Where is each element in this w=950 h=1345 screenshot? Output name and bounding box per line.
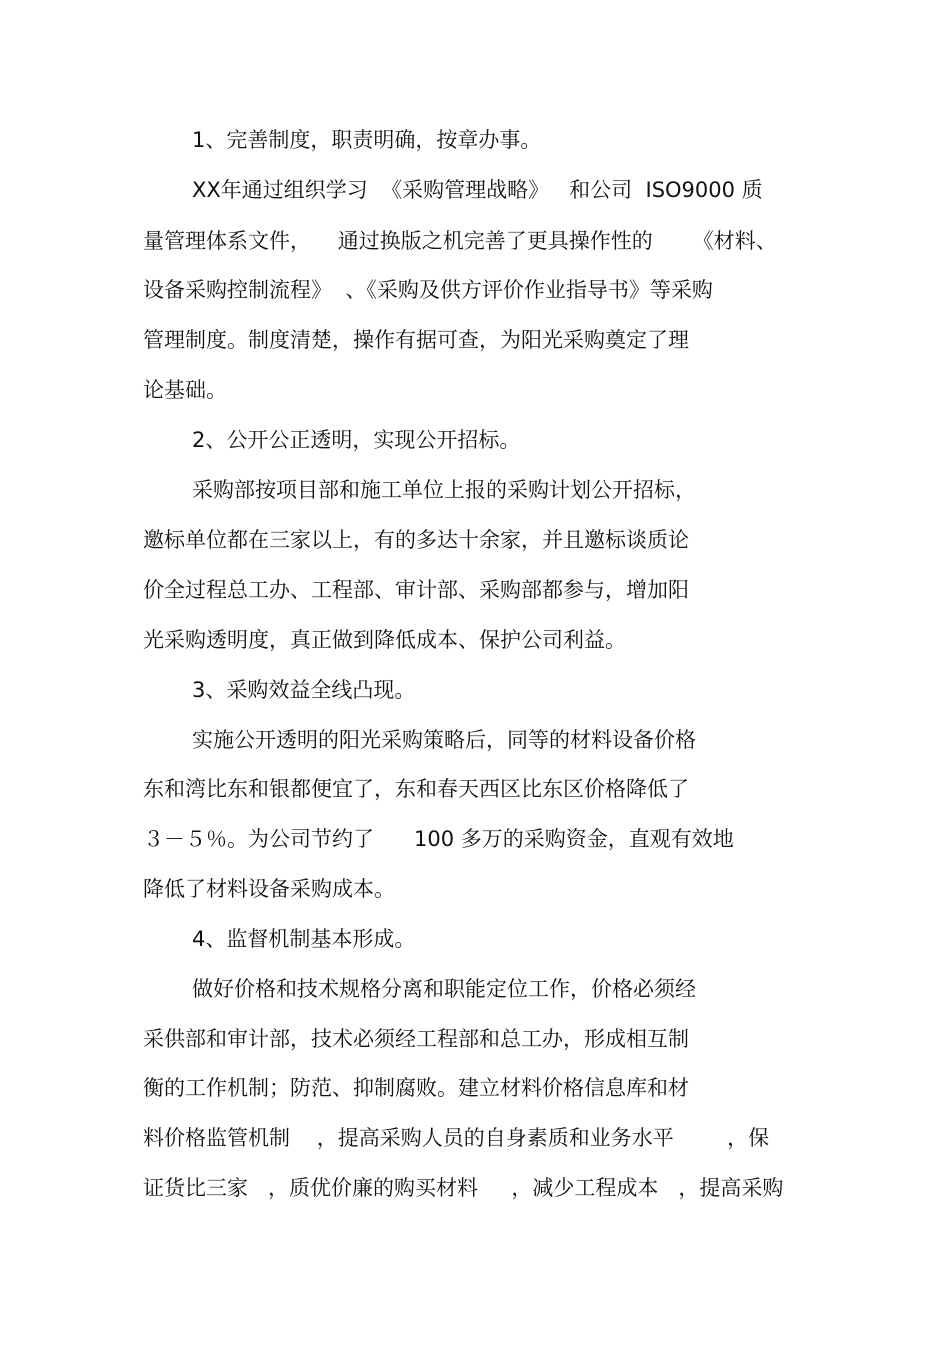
paragraph-line: 料价格监管机制 ，提高采购人员的自身素质和业务水平 ，保 bbox=[143, 1126, 770, 1150]
paragraph-line: 设备采购控制流程》 、《采购及供方评价作业指导书》等采购 bbox=[143, 278, 713, 302]
paragraph-line: 管理制度。制度清楚，操作有据可查，为阳光采购奠定了理 bbox=[143, 328, 689, 352]
section-heading: 2、公开公正透明，实现公开招标。 bbox=[192, 428, 521, 452]
section-heading: 3、采购效益全线凸现。 bbox=[192, 678, 416, 702]
paragraph-line: 降低了材料设备采购成本。 bbox=[143, 877, 395, 901]
paragraph-line: 做好价格和技术规格分离和职能定位工作，价格必须经 bbox=[192, 977, 696, 1001]
paragraph-line: 论基础。 bbox=[143, 378, 227, 402]
paragraph-line: XX年通过组织学习 《采购管理战略》 和公司 ISO9000 质 bbox=[192, 178, 763, 202]
section-heading: 1、完善制度，职责明确，按章办事。 bbox=[192, 128, 542, 152]
paragraph-line: 采供部和审计部，技术必须经工程部和总工办，形成相互制 bbox=[143, 1027, 689, 1051]
paragraph-line: 实施公开透明的阳光采购策略后，同等的材料设备价格 bbox=[192, 728, 696, 752]
paragraph-line: 价全过程总工办、工程部、审计部、采购部都参与，增加阳 bbox=[143, 578, 689, 602]
paragraph-line: 衡的工作机制；防范、抑制腐败。建立材料价格信息库和材 bbox=[143, 1076, 689, 1100]
paragraph-line: 量管理体系文件， 通过换版之机完善了更具操作性的 《材料、 bbox=[143, 229, 777, 253]
paragraph-line: 证货比三家 ，质优价廉的购买材料 ，减少工程成本 ，提高采购 bbox=[143, 1176, 784, 1200]
paragraph-line: 东和湾比东和银都便宜了，东和春天西区比东区价格降低了 bbox=[143, 777, 689, 801]
paragraph-line: 邀标单位都在三家以上，有的多达十余家，并且邀标谈质论 bbox=[143, 528, 689, 552]
paragraph-line: ３－５％。为公司节约了 100 多万的采购资金，直观有效地 bbox=[143, 827, 734, 851]
paragraph-line: 光采购透明度，真正做到降低成本、保护公司利益。 bbox=[143, 628, 626, 652]
section-heading: 4、监督机制基本形成。 bbox=[192, 927, 416, 951]
paragraph-line: 采购部按项目部和施工单位上报的采购计划公开招标， bbox=[192, 478, 696, 502]
